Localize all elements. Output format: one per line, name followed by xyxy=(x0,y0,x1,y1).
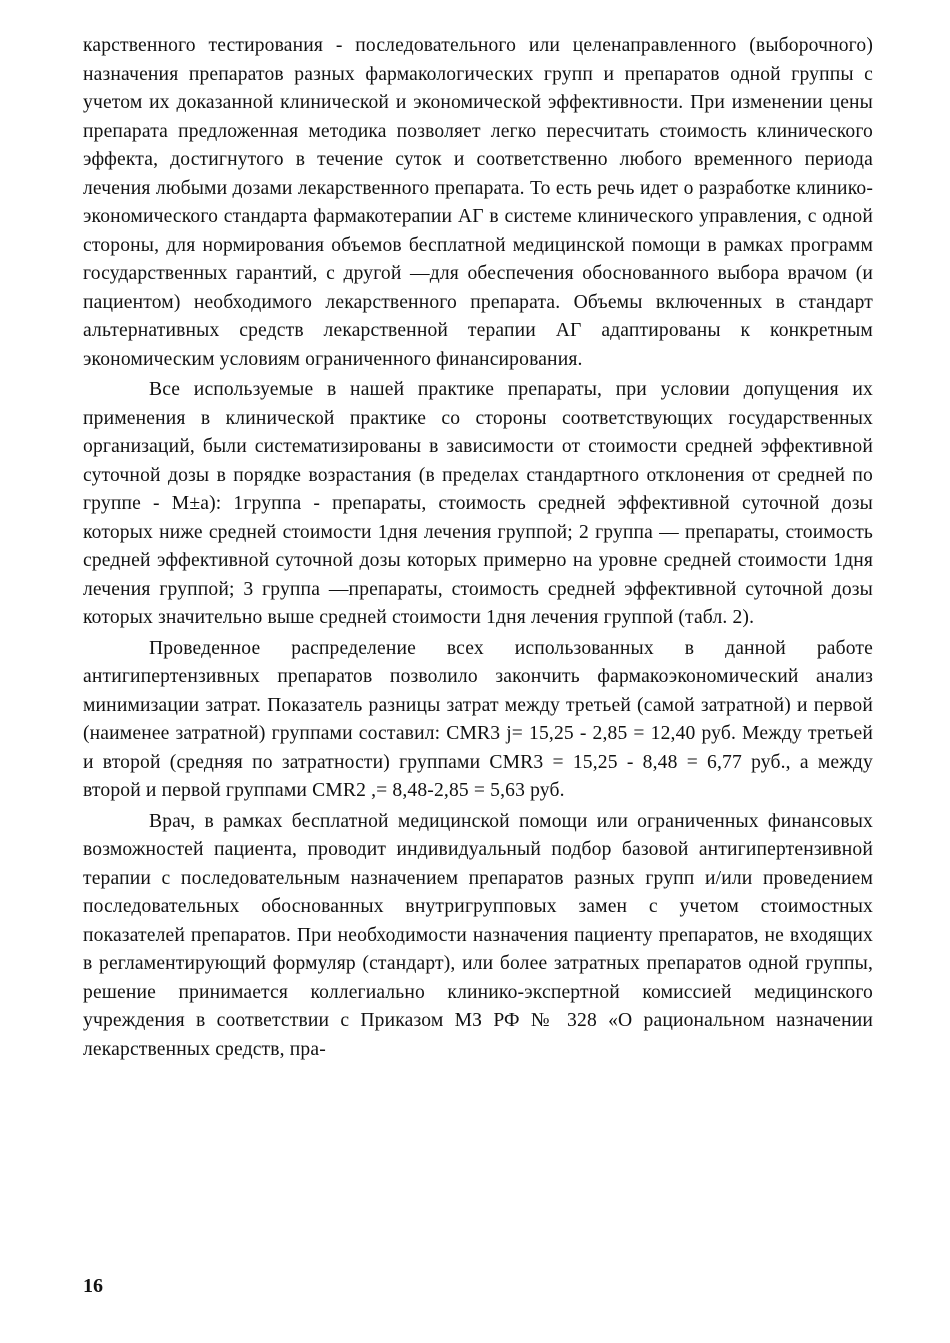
paragraph-3: Проведенное распределение всех использованных в данной работе антигипертензивных препаратов позволило закончить фармакоэкономический анализ минимизации затрат. Показатель разницы затрат между третьей (самой затратной) и первой (наименее затратной) группами составил: CMR3 j= 15,25 - 2,85 = 12,40 руб. Между третьей и второй (средняя по затратности) группами CMR3 = 15,25 - 8,48 = 6,77 руб., а между второй и первой группами CMR2 ,= 8,48-2,85 = 5,63 руб. xyxy=(83,637,873,801)
paragraph-2: Все используемые в нашей практике препараты, при условии допущения их применения в клинической практике со стороны соответствующих государственных организаций, были систематизированы в зависимости от стоимости средней эффективной суточной дозы в порядке возрастания (в пределах стандартного отклонения от средней по группе - М±а): 1группа - препараты, стоимость средней эффективной суточной дозы которых ниже средней стоимости 1дня лечения группой; 2 группа — препараты, стоимость средней эффективной суточной дозы которых примерно на уровне средней стоимости 1дня лечения группой; 3 группа —препараты, стоимость средней эффективной суточной дозы которых значительно выше средней стоимости 1дня лечения группой (табл. 2). xyxy=(83,379,873,628)
page-number: 16 xyxy=(83,1275,103,1297)
paragraph-4: Врач, в рамках бесплатной медицинской помощи или ограниченных финансовых возможностей пациента, проводит индивидуальный подбор базовой антигипертензивной терапии с последовательным назначением препаратов разных групп и/или проведением последовательных обоснованных внутригрупповых замен с учетом стоимостных показателей препаратов. При необходимости назначения пациенту препаратов, не входящих в регламентирующий формуляр (стандарт), или более затратных препаратов одной группы, решение принимается коллегиально клинико-экспертной комиссией медицинского учреждения в соответствии с Приказом МЗ РФ № 328 «О рациональном назначении лекарственных средств, пра- xyxy=(83,810,873,1060)
paragraph-1: карственного тестирования - последовательного или целенаправленного (выборочного) назначения препаратов разных фармакологических групп и препаратов одной группы с учетом их доказанной клинической и экономической эффективности. При изменении цены препарата предложенная методика позволяет легко пересчитать стоимость клинического эффекта, достигнутого в течение суток и соответственно любого временного периода лечения любыми дозами лекарственного препарата. То есть речь идет о разработке клинико-экономического стандарта фармакотерапии АГ в системе клинического управления, с одной стороны, для нормирования объемов бесплатной медицинской помощи в рамках программ государственных гарантий, с другой —для обеспечения обоснованного выбора врачом (и пациентом) необходимого лекарственного препарата. Объемы включенных в стандарт альтернативных средств лекарственной терапии АГ адаптированы к конкретным экономическим условиям ограниченного финансирования. xyxy=(83,35,873,370)
body-text xyxy=(83,32,873,1064)
